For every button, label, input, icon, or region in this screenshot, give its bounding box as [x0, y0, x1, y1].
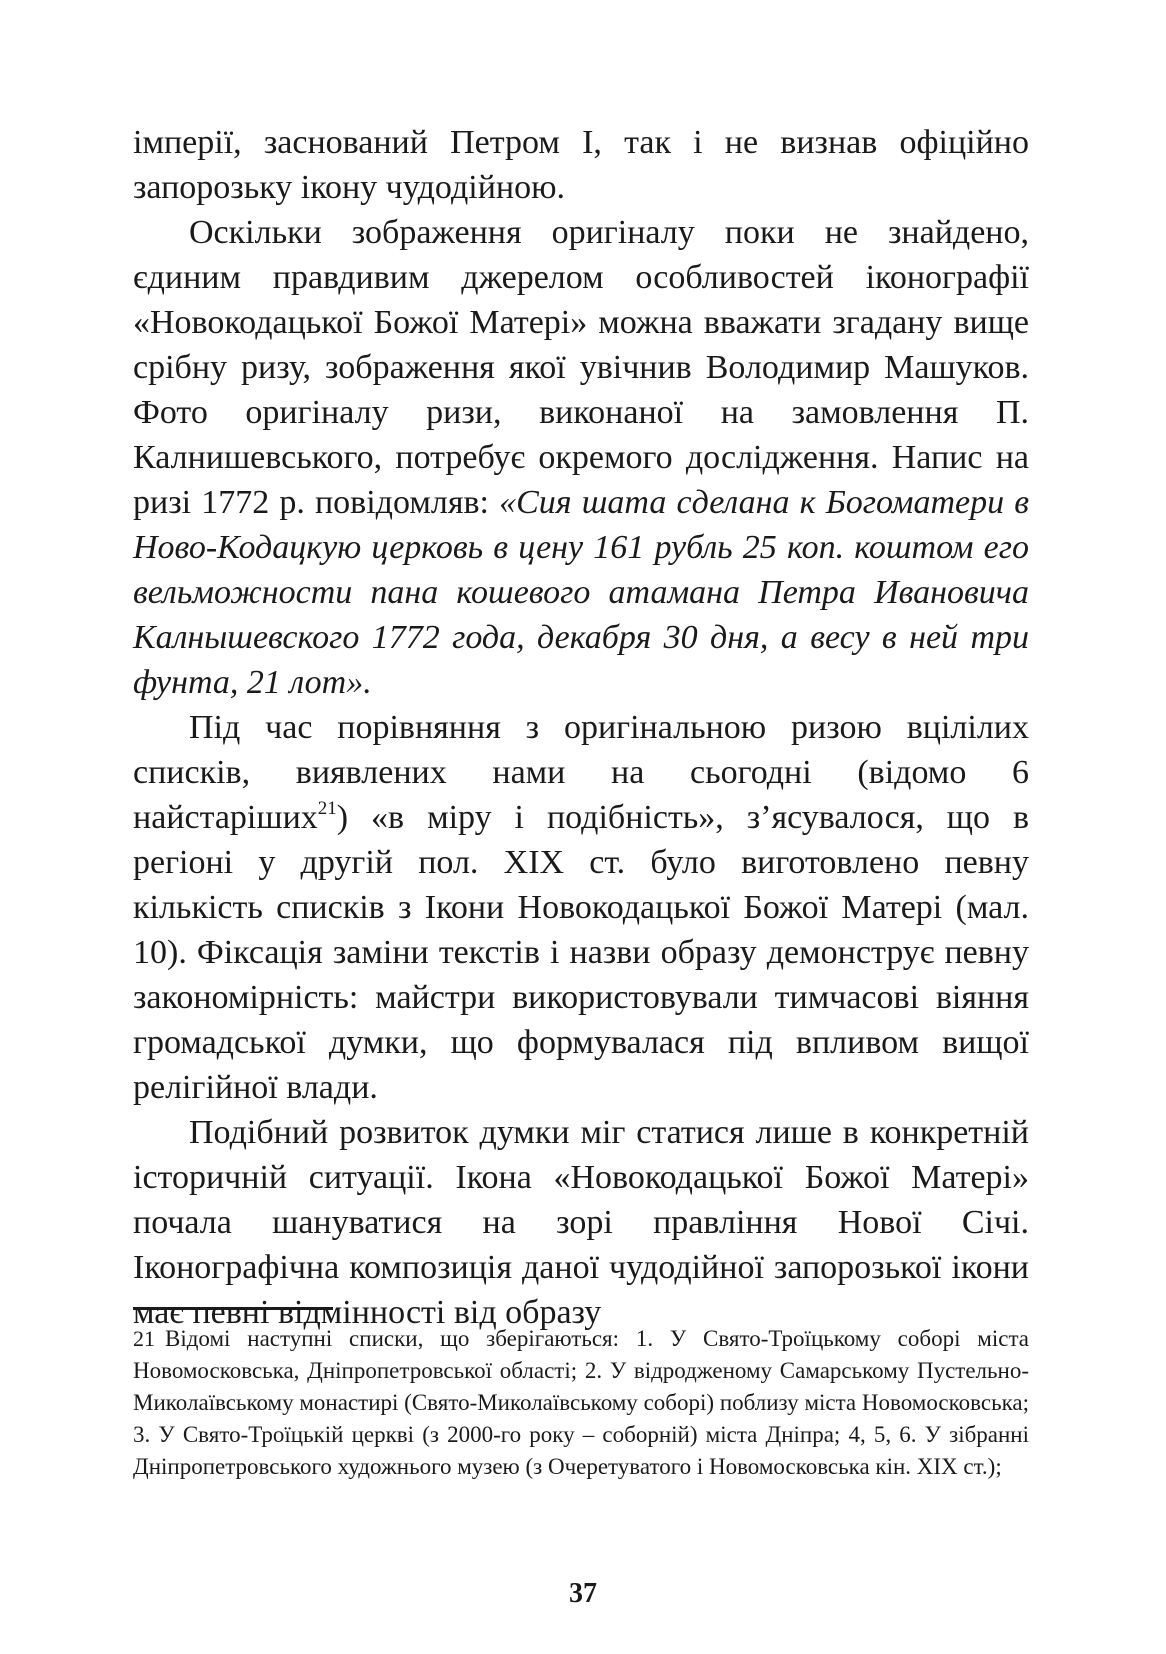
paragraph-3	[133, 705, 1029, 1110]
paragraph-4-text: Подібний розвиток думки міг статися лише в конкретній історичній ситуації. Ікона «Новокодацької Божої Матері» почала шануватися на зорі правління Нової Січі. Іконографічна композиція даної чудодійної запорозької ікони має певні відмінності від образу	[133, 1114, 1029, 1331]
paragraph-4	[133, 1110, 1029, 1335]
paragraph-2-text: Оскільки зображення оригіналу поки не знайдено, єдиним правдивим джерелом особливостей іконографії «Новокодацької Божої Матері» можна вважати згадану вище срібну ризу, зображення якої увічнив Володимир Машуков. Фото оригіналу ризи, виконаної на замовлення П. Калнишевського, потребує окремого дослідження. Напис на ризі 1772 р. повідомляв:	[133, 214, 1029, 521]
footnote-number: 21	[133, 1326, 155, 1351]
paragraph-1-text: імперії, заснований Петром І, так і не визнав офіційно запорозьку ікону чудодійною.	[133, 124, 1029, 206]
footnote-text: Відомі наступні списки, що зберігаються: 1. У Свято-Троїцькому соборі міста Новомосковська, Дніпропетровської області; 2. У відродженому Самарському Пустельно-Миколаївському монастирі (Свято-Миколаївському соборі) поблизу міста Новомосковська; 3. У Свято-Троїцькій церкві (з 2000-го року – соборній) міста Дніпра; 4, 5, 6. У зібранні Дніпропетровського художнього музею (з Очеретуватого і Новомосковська кін. ХІХ ст.);	[133, 1326, 1029, 1479]
paragraph-3-text-start: Під час порівняння з оригінальною ризою вцілілих списків, виявлених нами на сьогодні (відомо 6 найстаріших	[133, 709, 1029, 836]
page-number: 37	[569, 1578, 597, 1609]
paragraph-2	[133, 210, 1029, 705]
footnote	[133, 1323, 1029, 1483]
inscription-quote: «Сия шата сделана к Богоматери в Ново-Кодацкую церковь в цену 161 рубль 25 коп. коштом его вельможности пана кошевого атамана Петра Ивановича Калнышевского 1772 года, декабря 30 дня, а весу в ней три фунта, 21 лот».	[133, 484, 1029, 701]
footnote-reference[interactable]: 21	[317, 798, 337, 819]
main-text	[133, 120, 1029, 1335]
paragraph-3-text-end: ) «в міру і подібність», з’ясувалося, що в регіоні у другій пол. ХІХ ст. було виготовлено певну кількість списків з Ікони Новокодацької Божої Матері (мал. 10). Фіксація заміни текстів і назви образу демонструє певну закономірність: майстри використовували тимчасові віяння громадської думки, що формувалася під впливом вищої релігійної влади.	[133, 799, 1029, 1106]
paragraph-1	[133, 120, 1029, 210]
footnote-divider	[133, 1307, 333, 1310]
